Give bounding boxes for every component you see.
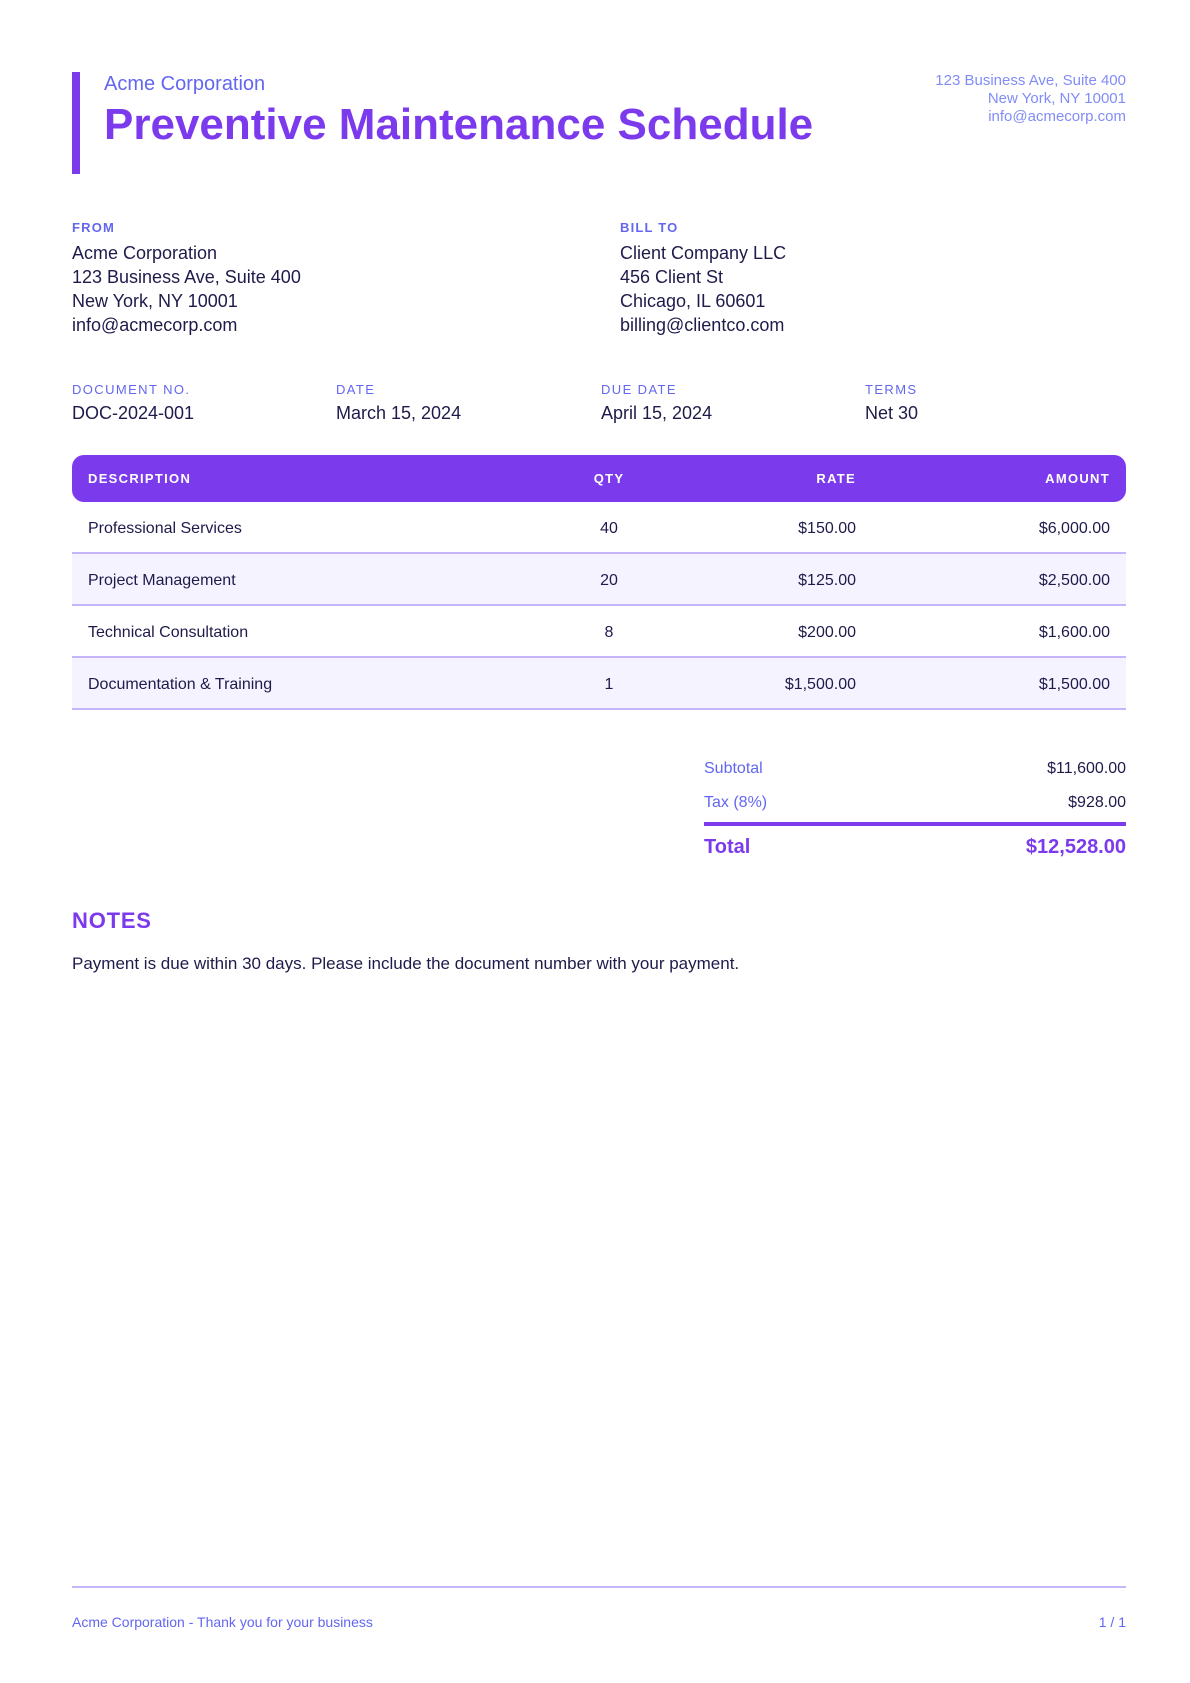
notes-section	[72, 908, 1126, 974]
meta-terms-label: TERMS	[865, 382, 918, 397]
from-city: New York, NY 10001	[72, 291, 238, 311]
bill-to-address: 456 Client St	[620, 267, 724, 287]
bill-to-email: billing@clientco.com	[620, 315, 785, 335]
row-amount: $1,500.00	[1038, 676, 1110, 693]
header-description: DESCRIPTION	[88, 471, 192, 486]
header-contact-email: info@acmecorp.com	[988, 108, 1126, 125]
page-number: 1 / 1	[1098, 1614, 1126, 1630]
row-rate: $1,500.00	[784, 676, 856, 693]
header-amount: AMOUNT	[1045, 471, 1110, 486]
total-label: Total	[704, 836, 751, 858]
meta-document-no-value: DOC-2024-001	[72, 403, 195, 423]
total-row	[704, 826, 1126, 870]
subtotal-row	[704, 752, 1126, 786]
row-qty: 40	[600, 520, 618, 537]
document-page	[72, 0, 1126, 1683]
bill-to-name: Client Company LLC	[620, 243, 787, 263]
meta-terms-value: Net 30	[865, 403, 919, 423]
table-row	[72, 502, 1126, 554]
meta-document-no-label: DOCUMENT NO.	[72, 382, 191, 397]
meta-due-date-value: April 15, 2024	[601, 403, 713, 423]
subtotal-label: Subtotal	[704, 760, 763, 777]
tax-row	[704, 786, 1126, 820]
line-items-table	[72, 455, 1126, 710]
totals-block	[704, 752, 1126, 870]
from-name: Acme Corporation	[72, 243, 218, 263]
header-rate: RATE	[816, 471, 856, 486]
row-rate: $200.00	[798, 624, 856, 641]
table-row	[72, 554, 1126, 606]
notes-title: NOTES	[72, 908, 152, 933]
bill-to-city: Chicago, IL 60601	[620, 291, 766, 311]
row-qty: 20	[600, 572, 618, 589]
subtotal-value: $11,600.00	[1047, 760, 1126, 777]
header-contact-city: New York, NY 10001	[987, 90, 1126, 107]
document-header	[72, 72, 1126, 176]
meta-date-label: DATE	[336, 382, 376, 397]
row-description: Technical Consultation	[88, 624, 249, 641]
meta-terms	[865, 382, 918, 424]
from-address: 123 Business Ave, Suite 400	[72, 267, 301, 287]
bill-to-block	[620, 220, 1120, 337]
bill-to-label: BILL TO	[620, 220, 679, 235]
meta-date	[336, 382, 461, 424]
from-block	[72, 220, 572, 337]
from-email: info@acmecorp.com	[72, 315, 238, 335]
meta-due-date-label: DUE DATE	[601, 382, 677, 397]
table-header	[72, 455, 1126, 502]
footer-text: Acme Corporation - Thank you for your business	[72, 1614, 373, 1630]
row-qty: 1	[604, 676, 614, 693]
header-company-name: Acme Corporation	[104, 73, 266, 95]
meta-document-no	[72, 382, 194, 424]
row-description: Professional Services	[88, 520, 242, 537]
row-qty: 8	[604, 624, 614, 641]
table-row	[72, 606, 1126, 658]
row-amount: $2,500.00	[1038, 572, 1110, 589]
total-value: $12,528.00	[1025, 836, 1126, 858]
row-description: Project Management	[88, 572, 236, 589]
tax-label: Tax (8%)	[704, 794, 768, 811]
meta-due-date	[601, 382, 712, 424]
table-row	[72, 658, 1126, 710]
from-label: FROM	[72, 220, 116, 235]
notes-text: Payment is due within 30 days. Please include the document number with your payment.	[72, 954, 740, 973]
header-accent-bar	[72, 72, 80, 174]
header-contact-address: 123 Business Ave, Suite 400	[935, 72, 1126, 89]
row-amount: $1,600.00	[1038, 624, 1110, 641]
document-title: Preventive Maintenance Schedule	[104, 100, 814, 149]
row-rate: $150.00	[798, 520, 856, 537]
row-amount: $6,000.00	[1038, 520, 1110, 537]
header-contact	[935, 72, 1126, 126]
row-rate: $125.00	[798, 572, 856, 589]
header-qty: QTY	[593, 471, 625, 486]
document-meta	[72, 382, 1126, 426]
meta-date-value: March 15, 2024	[336, 403, 462, 423]
tax-value: $928.00	[1068, 794, 1126, 811]
page-footer	[72, 1586, 1126, 1630]
row-description: Documentation & Training	[88, 676, 273, 693]
